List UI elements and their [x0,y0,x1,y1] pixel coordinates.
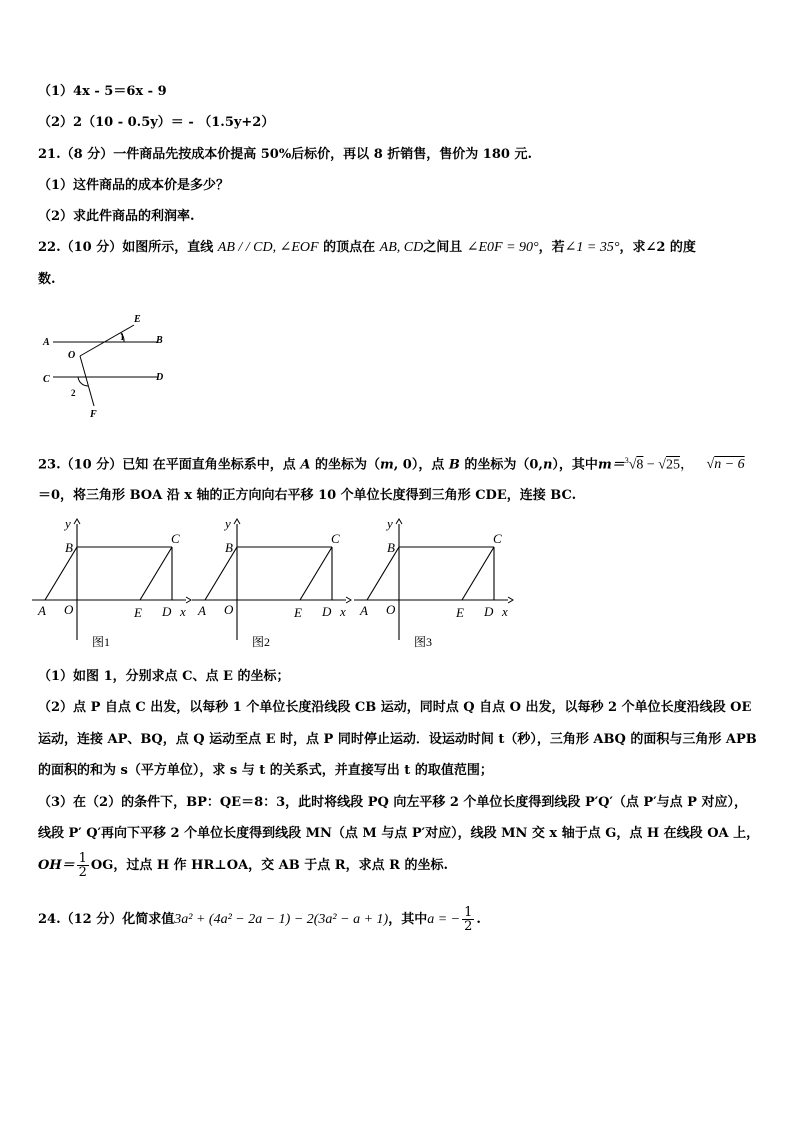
ray-oe [80,325,134,356]
segment-ce [300,547,332,600]
q23-stem: 23.（10 分）已知 在平面直角坐标系中，点 A 的坐标为（m, 0），点 B 的坐标为（0,n），其中m＝$^3$√8 − √25， √n − 6 [38,456,745,473]
q23-fraction-half [77,852,89,879]
q23-frac-num: 1 [78,851,87,866]
figure-caption: 图1 [92,635,111,649]
q22-text-e: ，求∠2 的度 [619,240,696,255]
q23-oh-eq: OH＝ [38,858,75,873]
fig22-label-e: E [134,314,141,325]
q23-minus: − [643,457,659,473]
q24-a-eq: a = − [427,912,461,927]
q22-stem [38,240,696,256]
q23-score: （10 分） [60,457,123,473]
q23-figures [30,514,530,650]
fig22-angle-1: 1 [120,332,125,342]
q24-fraction-half [462,906,474,933]
q23-sub2-line3: 的面积的和为 s（平方单位），求 s 与 t 的关系式，并直接写出 t 的取值范围； [38,763,493,778]
q23-point-a: A [300,457,311,473]
fig22-angle-2: 2 [71,388,76,398]
q23-text-d: 的坐标为（0, [464,457,543,473]
q23-m-eq: m＝ [597,457,625,473]
q20-item2 [38,115,274,131]
q22-text-d: ，若 [538,240,565,255]
label-y: y [65,516,71,531]
q23-text-e: ），其中 [552,457,598,473]
fig22-label-o: O [68,350,76,361]
q20-item2-equation: 2（10 - 0.5y）＝ - （1.5y+2） [73,115,275,130]
fig22-label-a: A [43,337,50,348]
q24-frac-num: 1 [464,905,473,920]
fig22-label-d: D [156,372,164,383]
label-e: E [134,605,142,620]
q23-figure-1 [32,516,191,649]
q23-text-a: 已知 在平面直角坐标系中，点 [122,457,296,473]
q23-var-m: m [379,457,394,473]
q20-item1-equation: 4x - 5＝6x - 9 [73,84,167,99]
q23-figure-2 [192,516,351,649]
q21-score: （8 分） [60,147,114,162]
q23-stem-cont: ＝0，将三角形 BOA 沿 x 轴的正方向向右平移 10 个单位长度得到三角形 CDE，连接 BC. [38,488,577,503]
label-b: B [387,540,395,555]
figure-caption: 图3 [414,635,433,649]
x-axis-arrow [508,597,513,603]
q24-frac-den: 2 [464,919,473,934]
q23-text-c: , 0），点 [393,457,445,473]
q22-stem-cont: 数. [38,272,56,287]
q23-figure-3 [354,516,513,649]
ray-of [80,356,94,406]
q21-sub2: （2）求此件商品的利润率. [38,209,195,224]
label-a: A [38,603,46,618]
label-a: A [360,603,368,618]
q22-text-b: 的顶点在 [323,240,376,255]
q22-text-a: 如图所示，直线 [122,240,214,255]
label-x: x [502,604,508,619]
q22-math-ab-cd: AB, CD [379,240,424,255]
label-b: B [225,540,233,555]
q23-sub3-text: OG，过点 H 作 HR⊥OA，交 AB 于点 R，求点 R 的坐标. [90,858,448,873]
q22-math-angle1: ∠1 = 35° [564,240,620,255]
q22-math-parallel: AB / / CD, ∠EOF [217,240,319,255]
q23-sub1: （1）如图 1，分别求点 C、点 E 的坐标； [38,669,290,684]
q21-stem [38,147,532,163]
q23-sub2-line2: 运动，连接 AP、BQ，点 Q 运动至点 E 时，点 P 同时停止运动．设运动时间 t（秒），三角形 ABQ 的面积与三角形 APB [38,732,757,747]
q23-frac-den: 2 [78,865,87,880]
q23-point-b: B [448,457,460,473]
label-c: C [171,531,180,546]
label-c: C [331,531,340,546]
q24-score: （12 分） [60,912,123,927]
q24-number: 24. [38,912,61,927]
label-a: A [198,603,206,618]
label-b: B [65,540,73,555]
x-axis-arrow [346,597,351,603]
q23-cube-index: 3 [624,456,629,465]
q21-number: 21. [38,147,61,162]
y-axis-arrow [396,519,402,524]
q23-sub3-line2: 线段 P′ Q′再向下平移 2 个单位长度得到线段 MN（点 M 与点 P′对应），线段 MN 交 x 轴于点 G，点 H 在线段 OA 上， [38,826,760,841]
q22-text-c: 之间且 [423,240,463,255]
label-c: C [493,531,502,546]
label-y: y [225,516,231,531]
q23-sub3-line1: （3）在（2）的条件下，BP：QE＝8：3，此时将线段 PQ 向左平移 2 个单位长度得到线段 P′Q′（点 P′与点 P 对应）， [38,795,747,810]
label-y: y [387,516,393,531]
q22-math-eof: ∠E0F = 90° [466,240,539,255]
q21-text: 一件商品先按成本价提高 50%后标价，再以 8 折销售，售价为 180 元. [113,147,532,162]
x-axis-arrow [186,597,191,603]
q20-item1-label: （1） [38,84,74,99]
q23-var-n: n [542,457,553,473]
q23-sub3-line3 [38,852,448,880]
label-e: E [294,605,302,620]
q20-item1 [38,84,167,100]
label-x: x [340,604,346,619]
label-o: O [224,602,234,617]
q23-radicand-25: 25 [665,457,680,473]
q23-sqrt-n6: √n − 6 [706,457,745,473]
fig22-label-b: B [156,335,163,346]
fig22-label-f: F [90,409,97,420]
q23-cbrt-8: √8 [628,457,644,473]
label-o: O [386,602,396,617]
y-axis-arrow [234,519,240,524]
q22-figure [38,306,178,424]
q24-text-a: 化简求值 [122,912,175,927]
q23-number: 23. [38,457,61,473]
q22-score: （10 分） [60,240,123,255]
y-axis-arrow [74,519,80,524]
q24-stem [38,903,481,937]
q23-radicand-n6: n − 6 [714,457,745,473]
label-e: E [456,605,464,620]
q23-sqrt-25: √25 [658,457,680,473]
q23-radicand-8: 8 [636,457,644,473]
q23-sub2-line1: （2）点 P 自点 C 出发，以每秒 1 个单位长度沿线段 CB 运动，同时点 Q 自点 O 出发，以每秒 2 个单位长度沿线段 OE [38,700,752,715]
segment-ce [140,547,172,600]
label-x: x [180,604,186,619]
q20-item2-label: （2） [38,115,74,130]
q24-expression: 3a² + (4a² − 2a − 1) − 2(3a² − a + 1) [174,912,389,927]
label-o: O [64,602,74,617]
label-d: D [322,604,332,619]
q24-end: . [476,912,481,927]
q23-text-b: 的坐标为（ [314,457,380,473]
q21-sub1: （1）这件商品的成本价是多少？ [38,178,230,193]
q22-number: 22. [38,240,61,255]
label-d: D [484,604,494,619]
label-d: D [162,604,172,619]
fig22-label-c: C [43,374,50,385]
segment-ce [462,547,494,600]
figure-caption: 图2 [252,635,271,649]
q24-text-b: ，其中 [388,912,428,927]
